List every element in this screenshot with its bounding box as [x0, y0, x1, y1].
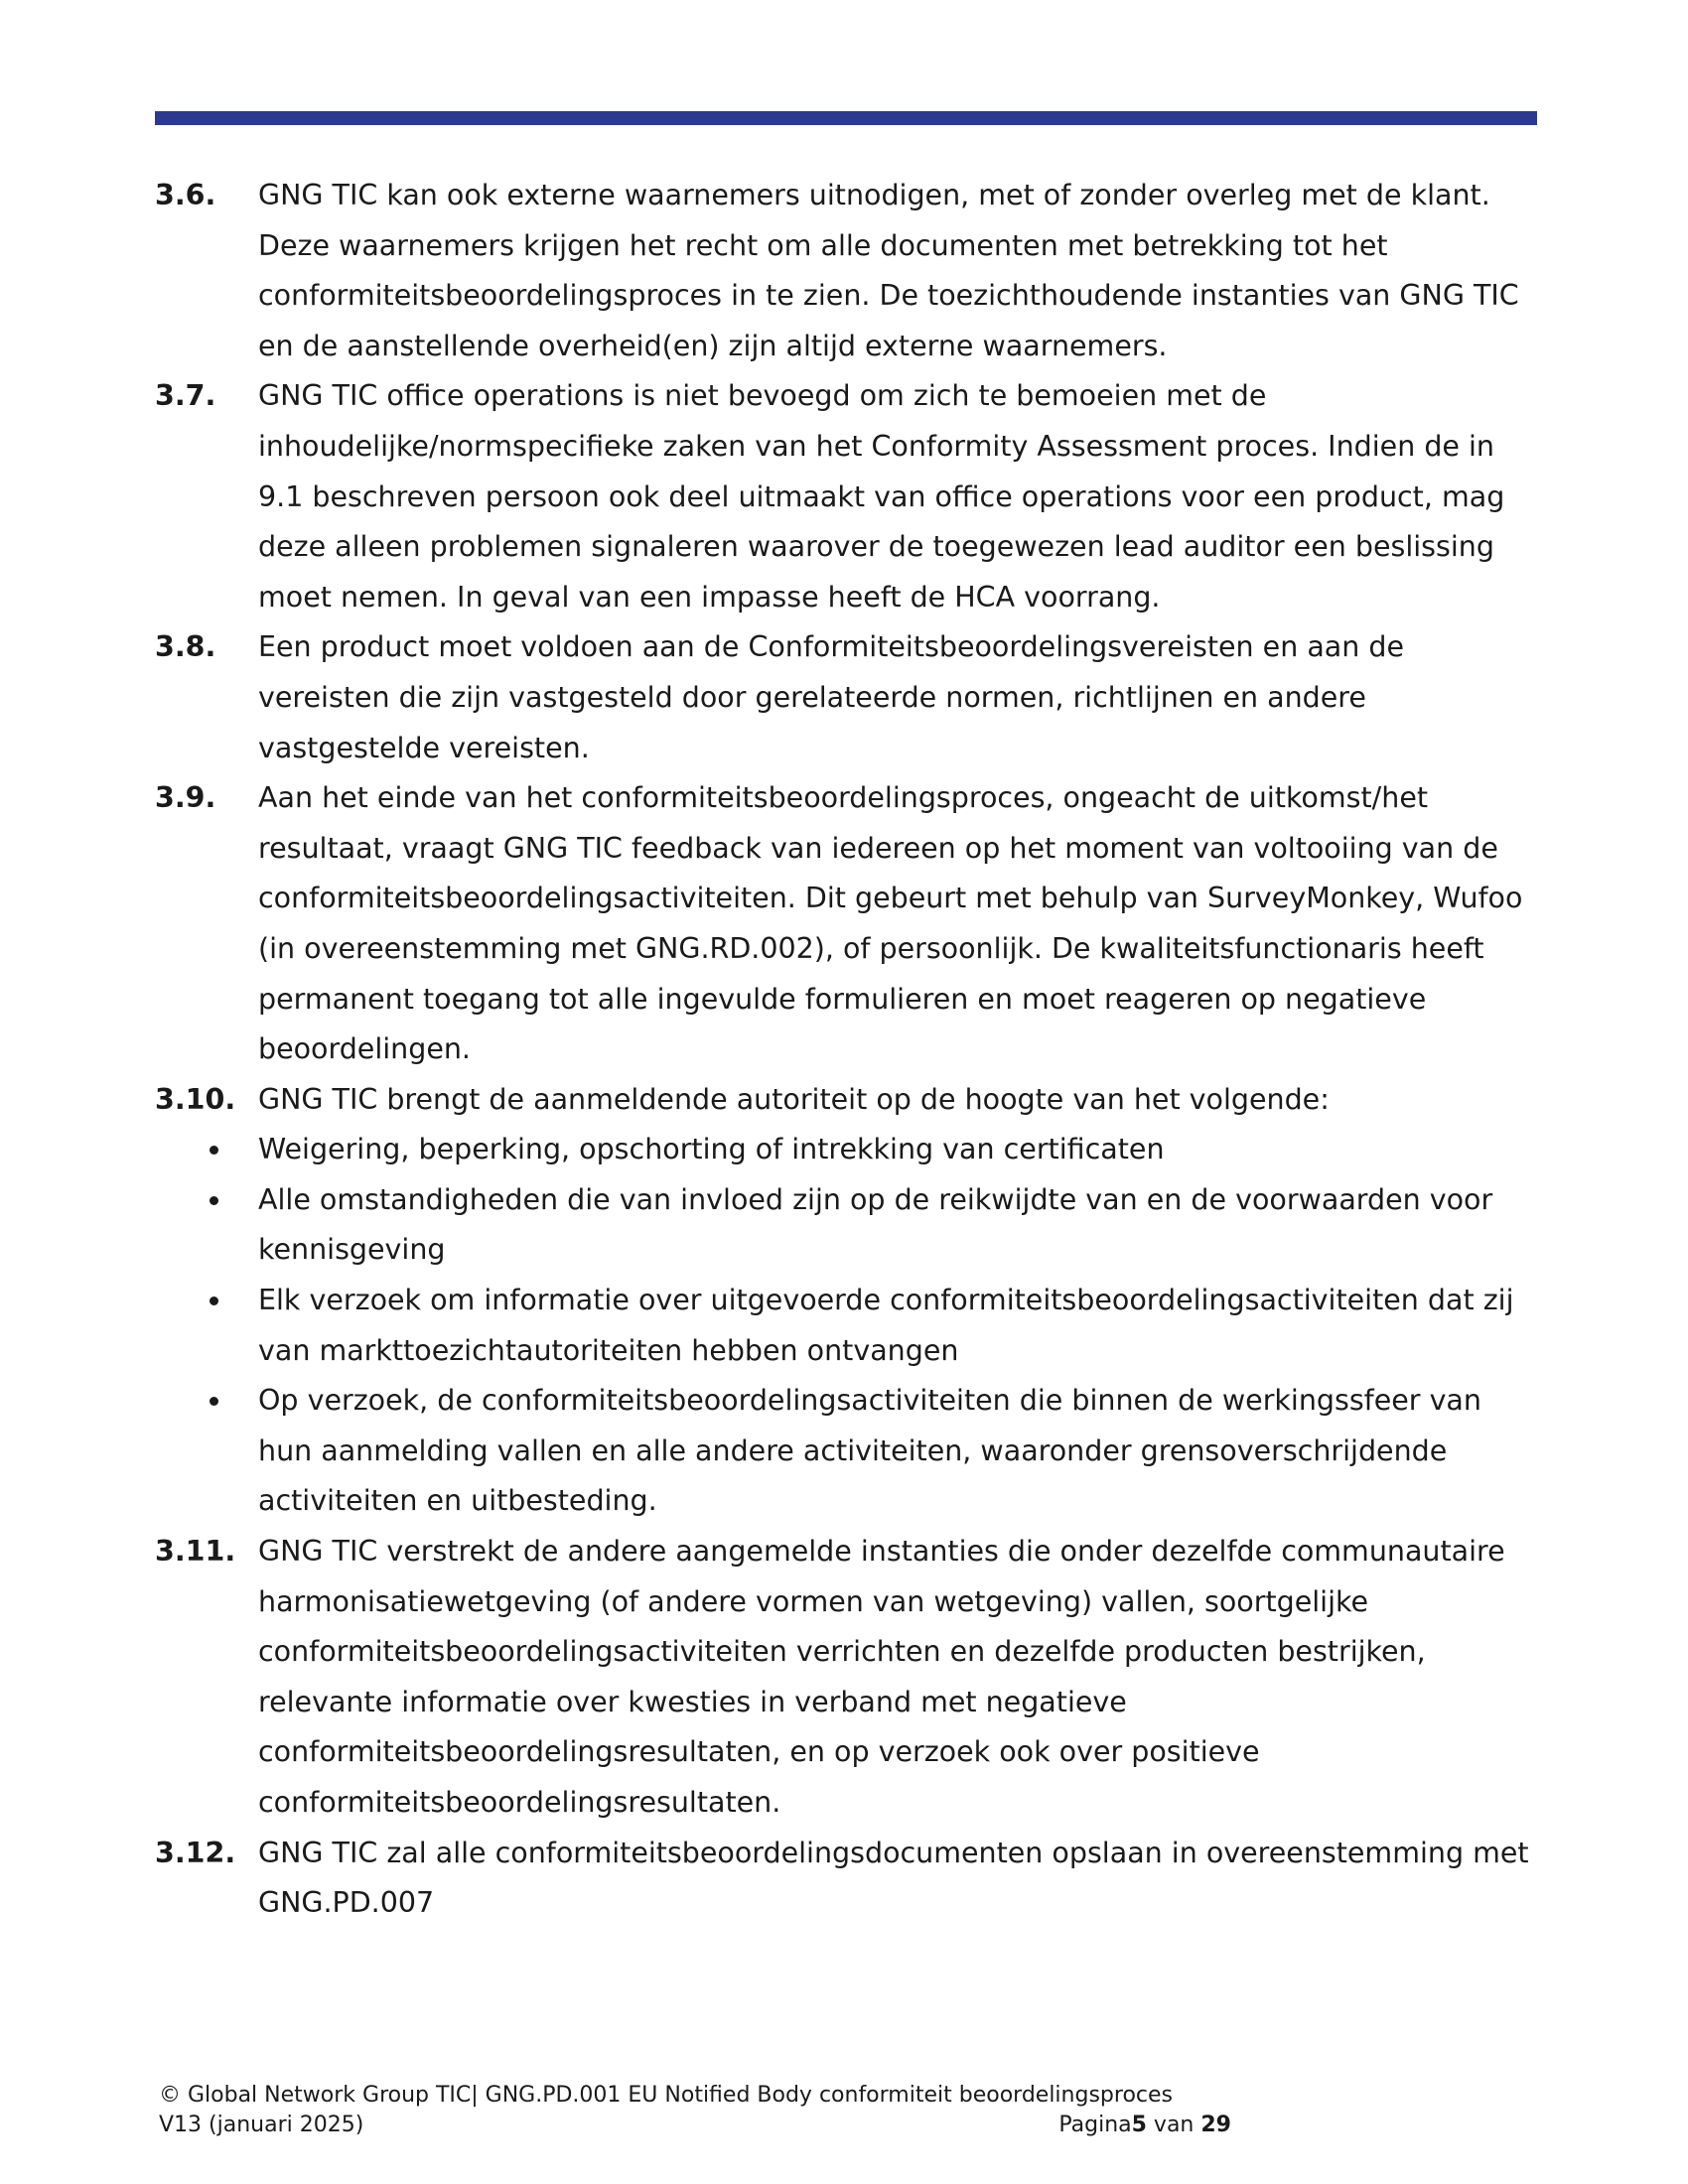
- list-item: Alle omstandigheden die van invloed zijn op de reikwijdte van en de voorwaarden voor kennisgeving: [155, 1175, 1537, 1276]
- footer-version: V13 (januari 2025): [159, 2113, 364, 2137]
- section-text: GNG TIC brengt de aanmeldende autoriteit op de hoogte van het volgende:: [258, 1082, 1330, 1116]
- section-3-7: [155, 371, 1537, 622]
- list-item: Elk verzoek om informatie over uitgevoerde conformiteitsbeoordelingsactiviteiten dat zij van markttoezichtautoriteiten hebben ontvangen: [155, 1276, 1537, 1376]
- section-3-11: [155, 1527, 1537, 1829]
- bullet-icon: [155, 1376, 258, 1527]
- section-text: Aan het einde van het conformiteitsbeoordelingsproces, ongeacht de uitkomst/het resultaat, vraagt GNG TIC feedback van iedereen op het moment van voltooiing van de conformiteitsbeoordelingsactiviteiten. Dit gebeurt met behulp van SurveyMonkey, Wufoo (in overeenstemming met GNG.RD.002), of persoonlijk. De kwaliteitsfunctionaris heeft permanent toegang tot alle ingevulde formulieren en moet reageren op negatieve beoordelingen.: [258, 781, 1523, 1066]
- section-number: 3.7.: [155, 379, 216, 413]
- bullet-icon: [155, 1125, 258, 1175]
- bullet-list: [155, 1125, 1537, 1527]
- section-text: GNG TIC zal alle conformiteitsbeoordelingsdocumenten opslaan in overeenstemming met GNG.PD.007: [258, 1836, 1529, 1920]
- section-3-10: [155, 1075, 1537, 1126]
- page-footer: [159, 2081, 1251, 2140]
- section-3-8: [155, 622, 1537, 773]
- page-number: Pagina5 van 29: [1058, 2113, 1231, 2137]
- section-text: GNG TIC verstrekt de andere aangemelde instanties die onder dezelfde communautaire harmonisatiewetgeving (of andere vormen van wetgeving) vallen, soortgelijke conformiteitsbeoordelingsactiviteiten verrichten en dezelfde producten bestrijken, relevante informatie over kwesties in verband met negatieve conformiteitsbeoordelingsresultaten, en op verzoek ook over positieve conformiteitsbeoordelingsresultaten.: [258, 1535, 1505, 1819]
- section-3-12: [155, 1829, 1537, 1929]
- section-number: 3.6.: [155, 179, 216, 211]
- section-number: 3.10.: [155, 1082, 236, 1116]
- list-item: Weigering, beperking, opschorting of intrekking van certificaten: [155, 1125, 1537, 1175]
- bullet-icon: [155, 1175, 258, 1276]
- section-text: Een product moet voldoen aan de Conformiteitsbeoordelingsvereisten en aan de vereisten die zijn vastgesteld door gerelateerde normen, richtlijnen en andere vastgestelde vereisten.: [258, 630, 1404, 764]
- section-3-6: [155, 171, 1537, 371]
- section-number: 3.11.: [155, 1535, 236, 1569]
- section-text: GNG TIC office operations is niet bevoegd om zich te bemoeien met de inhoudelijke/normspecifieke zaken van het Conformity Assessment proces. Indien de in 9.1 beschreven persoon ook deel uitmaakt van office operations voor een product, mag deze alleen problemen signaleren waarover de toegewezen lead auditor een beslissing moet nemen. In geval van een impasse heeft de HCA voorrang.: [258, 379, 1505, 614]
- section-text: GNG TIC kan ook externe waarnemers uitnodigen, met of zonder overleg met de klant. Deze waarnemers krijgen het recht om alle documenten met betrekking tot het conformiteitsbeoordelingsproces in te zien. De toezichthoudende instanties van GNG TIC en de aanstellende overheid(en) zijn altijd externe waarnemers.: [258, 179, 1519, 362]
- section-number: 3.9.: [155, 781, 216, 815]
- footer-copyright: © Global Network Group TIC| GNG.PD.001 EU Notified Body conformiteit beoordelingsproces: [159, 2083, 1173, 2108]
- section-number: 3.12.: [155, 1836, 236, 1869]
- section-3-9: [155, 773, 1537, 1075]
- bullet-icon: [155, 1276, 258, 1376]
- document-body: [155, 171, 1537, 1929]
- section-number: 3.8.: [155, 630, 216, 664]
- list-item: Op verzoek, de conformiteitsbeoordelingsactiviteiten die binnen de werkingssfeer van hun aanmelding vallen en alle andere activiteiten, waaronder grensoverschrijdende activiteiten en uitbesteding.: [155, 1376, 1537, 1527]
- header-rule: [155, 111, 1537, 125]
